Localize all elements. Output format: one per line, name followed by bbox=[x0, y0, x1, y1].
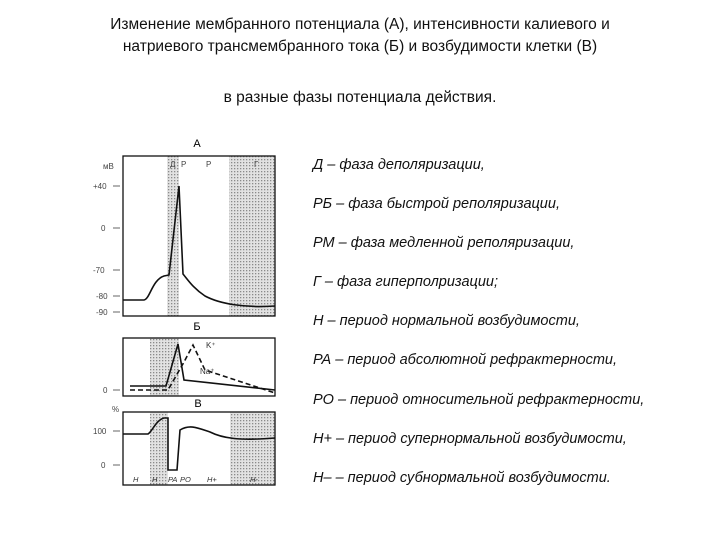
legend-item: Н – период нормальной возбудимости, bbox=[313, 313, 580, 330]
panel-b-label: Б bbox=[193, 321, 201, 333]
subtitle: в разные фазы потенциала действия. bbox=[223, 89, 497, 106]
panel-b-tick-0: 0 bbox=[103, 386, 108, 395]
legend-list bbox=[313, 154, 718, 506]
panel-v-tick-0: 0 bbox=[101, 461, 106, 470]
legend-item: РБ – фаза быстрой реполяризации, bbox=[313, 196, 560, 213]
title-line-1: Изменение мембранного потенциала (А), интенсивности калиевого и bbox=[110, 16, 610, 33]
panel-a-shading bbox=[167, 156, 275, 316]
panel-v-tick-marks bbox=[113, 431, 120, 465]
panel-v-unit: % bbox=[112, 405, 120, 414]
panel-a-tick-40: +40 bbox=[93, 182, 107, 191]
legend-item: Д – фаза деполяризации, bbox=[313, 157, 485, 173]
legend-item: РА – период абсолютной рефрактерности, bbox=[313, 352, 618, 369]
period-label-ra: РА bbox=[168, 475, 178, 484]
panel-a-unit: мВ bbox=[103, 162, 114, 171]
panel-a-tick-marks bbox=[113, 186, 120, 312]
phase-label-g: Г bbox=[254, 160, 259, 169]
period-label-n1: Н bbox=[133, 475, 139, 484]
phase-label-rb: Р bbox=[181, 160, 187, 169]
panel-v-tick-100: 100 bbox=[93, 427, 107, 436]
title-line-2: натриевого трансмембранного тока (Б) и возбудимости клетки (В) bbox=[122, 38, 598, 55]
legend-item: РМ – фаза медленной реполяризации, bbox=[313, 235, 575, 252]
panel-a-tick-70: -70 bbox=[93, 266, 105, 275]
legend-item: Н+ – период супернормальной возбудимости, bbox=[313, 430, 627, 447]
legend-item: РО – период относительной рефрактерности, bbox=[313, 391, 645, 408]
panel-a-tick-90: -90 bbox=[96, 308, 108, 317]
period-label-ro: РО bbox=[180, 475, 191, 484]
potassium-label: K⁺ bbox=[206, 341, 216, 350]
period-label-n2: Н bbox=[152, 475, 158, 484]
sodium-label: Na⁺ bbox=[200, 367, 215, 376]
phase-label-rm: Р bbox=[206, 160, 212, 169]
panel-a-label: А bbox=[193, 138, 201, 150]
legend-item: Н– – период субнормальной возбудимости. bbox=[313, 469, 611, 486]
period-label-n-minus: Н- bbox=[250, 475, 258, 484]
legend-item: Г – фаза гиперполризации; bbox=[313, 274, 498, 291]
panel-a-tick-0: 0 bbox=[101, 224, 106, 233]
panel-v-label: В bbox=[194, 398, 202, 410]
period-label-n-plus: Н+ bbox=[207, 475, 217, 484]
panel-b-shading bbox=[150, 338, 179, 396]
phase-label-d: Д bbox=[170, 160, 176, 169]
panel-a-tick-80: -80 bbox=[96, 292, 108, 301]
